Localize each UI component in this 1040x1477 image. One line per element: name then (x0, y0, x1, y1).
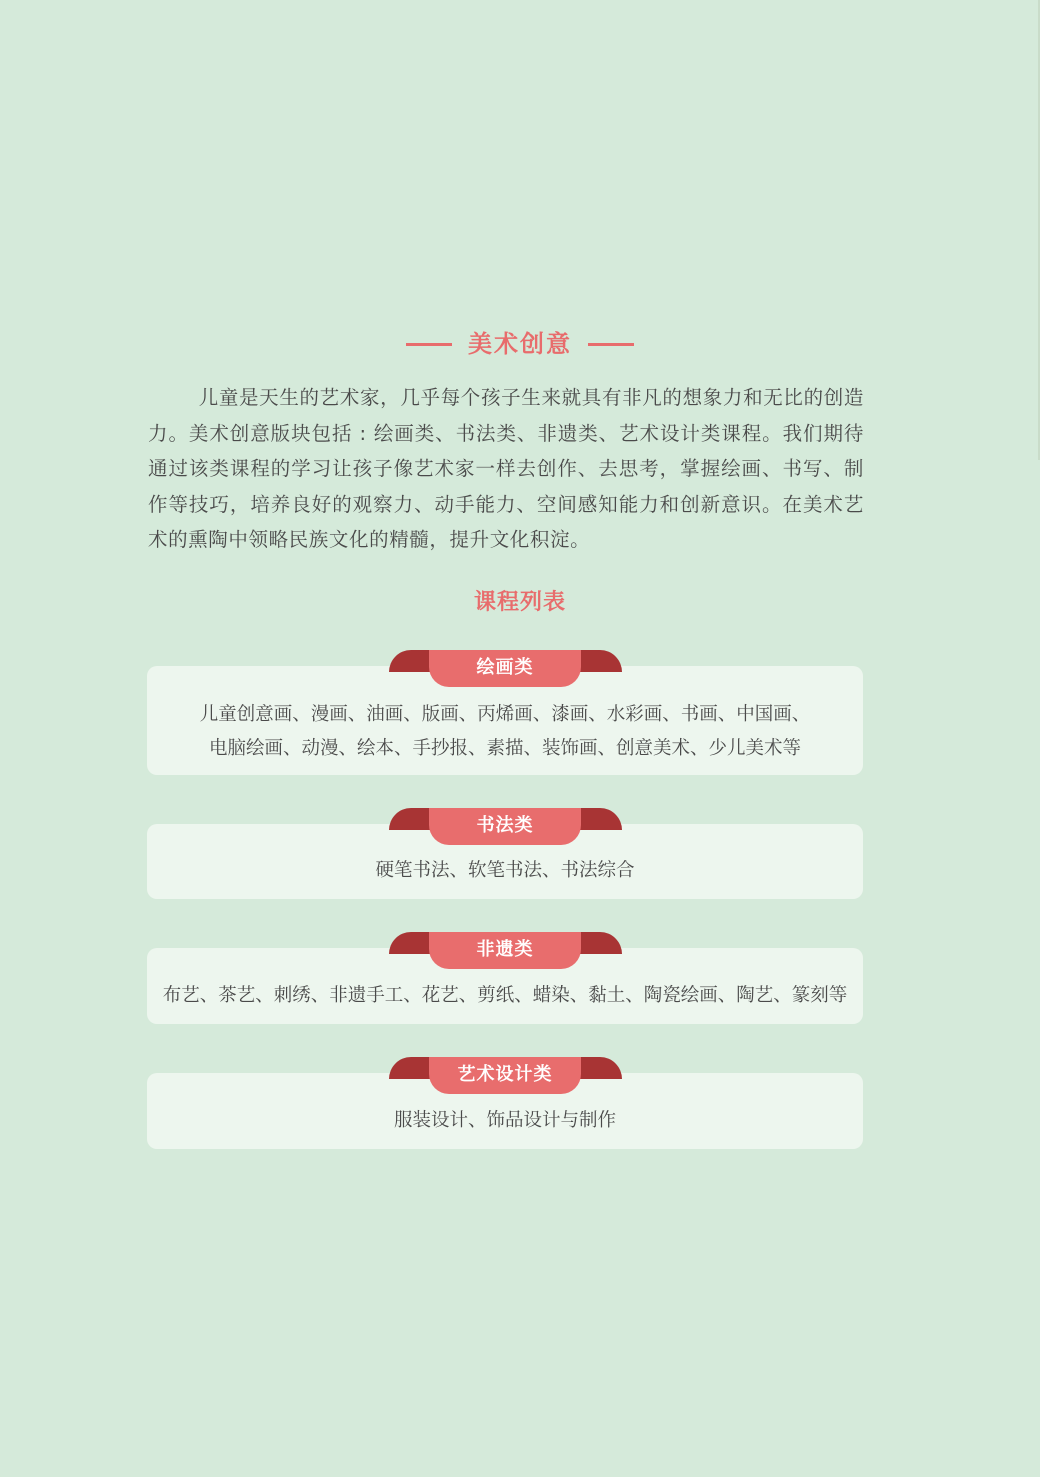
category-line: 服装设计、饰品设计与制作 (393, 1110, 616, 1131)
category-content (147, 698, 863, 766)
category-ribbon-intangible-heritage (389, 932, 622, 972)
title-dash-left (406, 343, 452, 346)
category-ribbon-art-design (389, 1057, 622, 1097)
category-label: 绘画类 (429, 650, 581, 687)
category-label: 书法类 (429, 808, 581, 845)
category-line: 儿童创意画、漫画、油画、版画、丙烯画、漆画、水彩画、书画、中国画、 (199, 704, 811, 725)
category-ribbon-calligraphy (389, 808, 622, 848)
category-content (147, 979, 863, 1013)
category-content (147, 854, 863, 888)
category-label: 非遗类 (429, 932, 581, 969)
section-title: 美术创意 (468, 330, 572, 358)
category-line: 硬笔书法、软笔书法、书法综合 (375, 860, 635, 881)
category-label: 艺术设计类 (429, 1057, 581, 1094)
category-content (147, 1104, 863, 1138)
course-list-title: 课程列表 (473, 590, 566, 615)
category-line: 布艺、茶艺、刺绣、非遗手工、花艺、剪纸、蜡染、黏土、陶瓷绘画、陶艺、篆刻等 (162, 985, 848, 1006)
intro-paragraph: 儿童是天生的艺术家，几乎每个孩子生来就具有非凡的想象力和无比的创造力。美术创意版块包括 : 绘画类、书法类、非遗类、艺术设计类课程。我们期待通过该类课程的学习让孩子像艺术家一样去创作、去思考，掌握绘画、书写、制作等技巧，培养良好的观察力、动手能力、空间感知能力和创新意识。在美术艺术的熏陶中领略民族文化的精髓，提升文化积淀。 (148, 386, 864, 551)
title-dash-right (588, 343, 634, 346)
section-header (0, 325, 1040, 363)
category-ribbon-painting (389, 650, 622, 690)
category-line: 电脑绘画、动漫、绘本、手抄报、素描、装饰画、创意美术、少儿美术等 (208, 738, 801, 759)
